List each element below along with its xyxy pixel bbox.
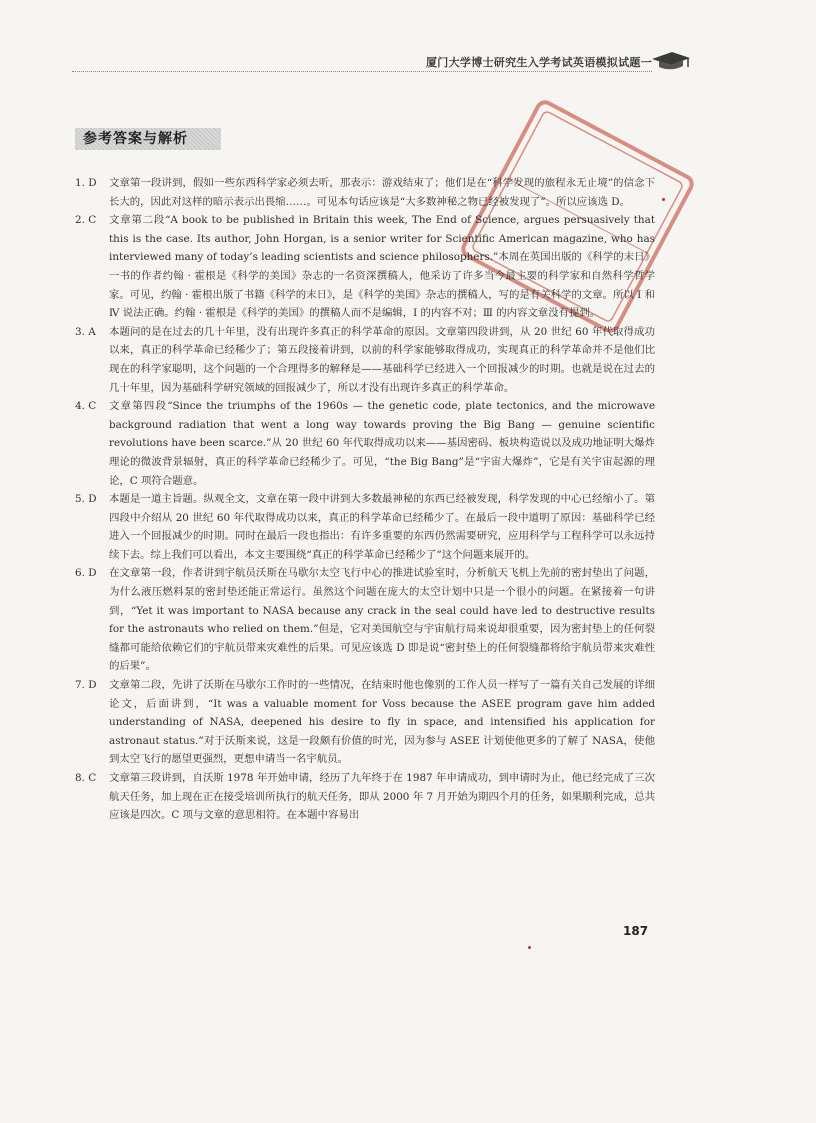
graduation-cap-icon [650,50,692,72]
running-header [72,44,692,84]
answer-explanation: 文章第二段，先讲了沃斯在马歇尔工作时的一些情况，在结束时他也像别的工作人员一样写了一篇有关自己发展的详细论文，后面讲到，“It was a valuable moment for Voss because the ASEE program gave him added understanding of NASA, deepened his desire to fly in space, and intensified his application for astronaut status.”对于沃斯来说，这是一段颇有价值的时光，因为参与 ASEE 计划使他更多的了解了 NASA，使他到太空飞行的愿望更强烈，更想申请当一名宇航员。 [109,679,655,766]
answer-number: 2. C [75,214,97,227]
answer-number: 5. D [75,493,97,506]
answer-explanation: 文章第二段“A book to be published in Britain this week, The End of Science, argues persuasively that this is the case. Its author, John Horgan, is a senior writer for Scientific American magazine, who has interviewed many of today’s leading scientists and science philosophers.”本周在英国出版的《科学的末日》一书的作者约翰 · 霍根是《科学的美国》杂志的一名资深撰稿人，他采访了许多当今最主要的科学家和自然科学哲学家。可见，约翰 · 霍根出版了书籍《科学的末日》，是《科学的美国》杂志的撰稿人，写的是有关科学的文章。所以 Ⅰ 和 Ⅳ 说法正确。约翰 · 霍根是《科学的美国》的撰稿人而不是编辑，Ⅰ 的内容不对；Ⅲ 的内容文章没有提到。 [109,214,655,320]
header-divider [72,71,652,72]
answer-list [75,174,655,825]
answer-explanation: 文章第一段讲到，假如一些东西科学家必须去听，那表示：游戏结束了；他们是在“科学发现的旅程永无止境”的信念下长大的，因此对这样的暗示表示出畏缩……。可见本句话应该是“大多数神秘之物已经被发现了”。所以应该选 D。 [109,177,655,208]
answer-item [75,490,655,564]
answer-number: 6. D [75,567,97,580]
answer-explanation: 本题是一道主旨题。纵观全文，文章在第一段中讲到大多数最神秘的东西已经被发现，科学发现的中心已经缩小了。第四段中介绍从 20 世纪 60 年代取得成功以来，真正的科学革命已经稀少了。在最后一段中道明了原因：基础科学已经进入一个回报减少的时期。同时在最后一段也指出：有许多重要的东西仍然需要研究，应用科学与工程科学可以永远持续下去。综上我们可以看出，本文主要围绕“真正的科学革命已经稀少了”这个问题来展开的。 [109,493,655,561]
page-number: 187 [623,924,649,938]
answer-item [75,676,655,769]
answer-item [75,174,655,211]
stain-speck [528,946,531,949]
answer-number: 3. A [75,325,96,338]
answer-item [75,211,655,323]
answer-item [75,564,655,676]
answer-item [75,323,655,397]
answer-explanation: 在文章第一段，作者讲到宇航员沃斯在马歇尔太空飞行中心的推进试验室时，分析航天飞机上先前的密封垫出了问题，为什么液压燃料泵的密封垫还能正常运行。虽然这个问题在庞大的太空计划中只是一个很小的问题。在紧接着一句讲到，“Yet it was important to NASA because any crack in the seal could have led to destructive results for the astronauts who relied on them.”但是，它对美国航空与宇宙航行局来说却很重要，因为密封垫上的任何裂缝都可能给依赖它们的宇航员带来灾难性的后果。可见应该选 D 即是说“密封垫上的任何裂缝都将给宇航员带来灾难性的后果”。 [109,567,655,673]
answer-explanation: 文章第三段讲到，自沃斯 1978 年开始申请，经历了九年终于在 1987 年申请成功，到申请时为止，他已经完成了三次航天任务，加上现在正在接受培训所执行的航天任务，即从 2000 年 7 月开始为期四个月的任务，如果顺利完成，总共应该是四次。C 项与文章的意思相符。在本题中容易出 [109,772,655,822]
answer-item [75,769,655,825]
answer-number: 1. D [75,177,97,189]
answer-item [75,397,655,490]
answer-explanation: 本题问的是在过去的几十年里，没有出现许多真正的科学革命的原因。文章第四段讲到，从 20 世纪 60 年代取得成功以来，真正的科学革命已经稀少了；第五段接着讲到，以前的科学家能够取得成功，实现真正的科学革命并不是他们比现在的科学家聪明，这个问题的一个合理得多的解释是——基础科学已经进入一个回报减少的时期。也就是说在过去的几十年里，因为基础科学研究领域的回报减少了，所以才没有出现许多真正的科学革命。 [109,325,655,394]
section-heading: 参考答案与解析 [75,128,221,150]
answer-number: 8. C [75,772,97,784]
answer-number: 4. C [75,400,97,413]
answer-number: 7. D [75,679,97,692]
answer-explanation: 文章第四段“Since the triumphs of the 1960s — the genetic code, plate tectonics, and the microwave background radiation that went a long way towards proving the Big Bang — genuine scientific revolutions have been scarce.”从 20 世纪 60 年代取得成功以来——基因密码、板块构造说以及成功地证明大爆炸理论的微波背景辐射，真正的科学革命已经稀少了。可见，“the Big Bang”是“宇宙大爆炸”，它是有关宇宙起源的理论，C 项符合题意。 [109,400,655,487]
stain-speck [662,198,665,201]
running-header-title: 厦门大学博士研究生入学考试英语模拟试题一 [426,56,652,69]
